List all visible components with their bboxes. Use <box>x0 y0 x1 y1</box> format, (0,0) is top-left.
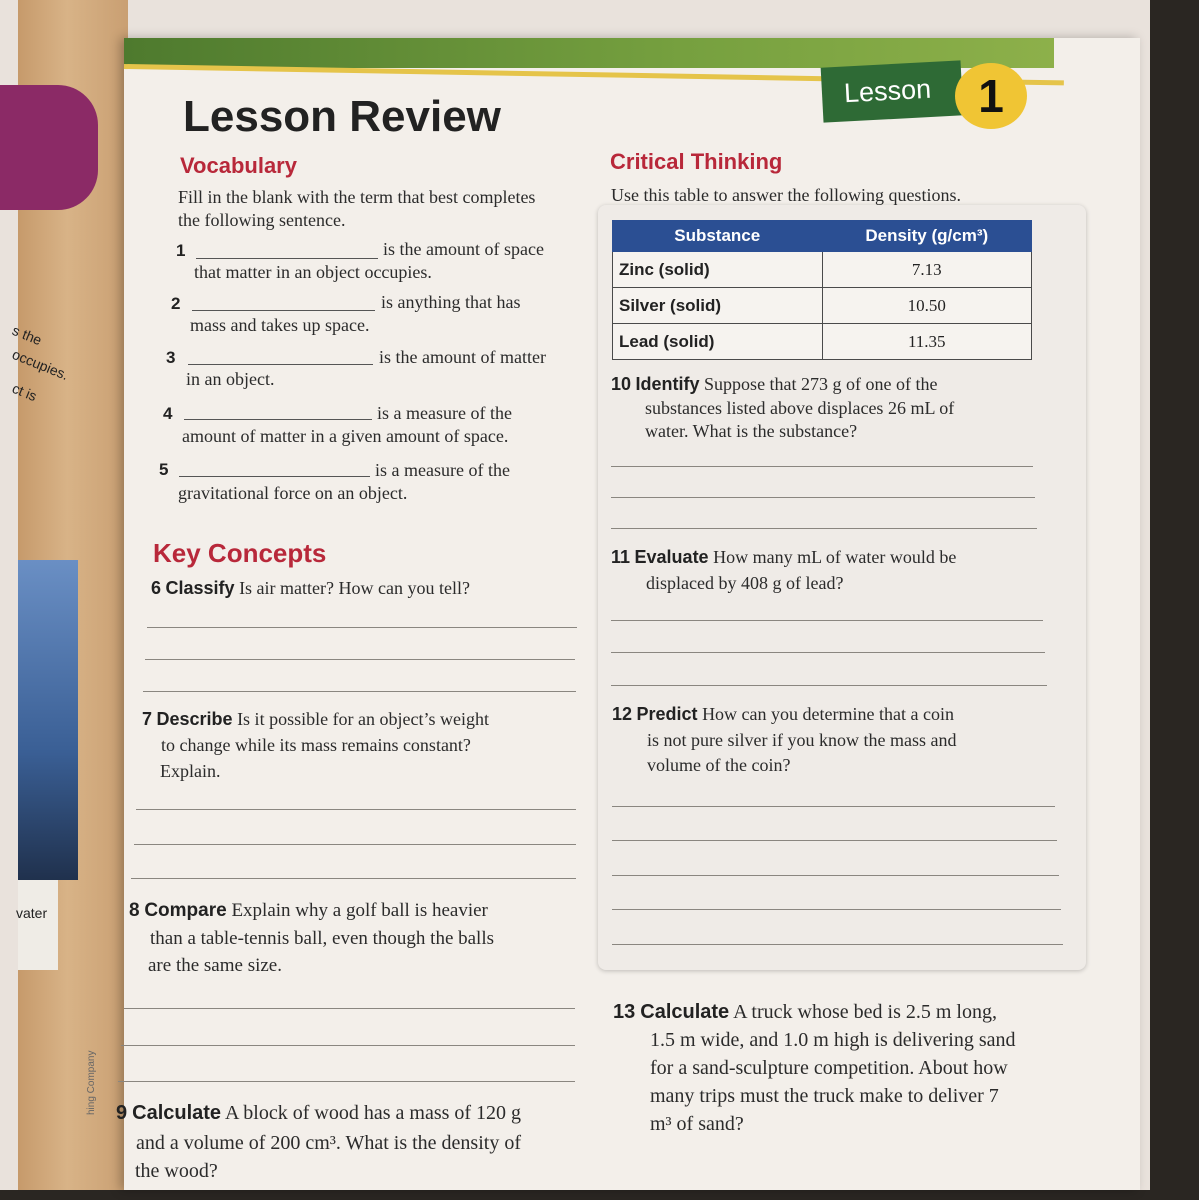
question-label: Predict <box>636 704 698 724</box>
table-header-row <box>613 221 1032 252</box>
vocab-item-number: 4 <box>163 404 173 423</box>
question-text: A block of wood has a mass of 120 g <box>224 1102 522 1124</box>
vocab-blank-4[interactable] <box>184 419 372 420</box>
question-6 <box>151 577 470 600</box>
table-row <box>613 252 1032 288</box>
critical-thinking-instructions: Use this table to answer the following questions. <box>611 185 961 205</box>
question-10 <box>611 373 938 396</box>
spine-caption-box <box>18 880 58 970</box>
question-number: 13 <box>613 1001 636 1023</box>
vocab-item-text: is a measure of the <box>377 403 512 423</box>
table-header-density: Density (g/cm³) <box>822 221 1032 252</box>
question-text: than a table-tennis ball, even though the balls <box>150 928 495 949</box>
question-number: 8 <box>129 900 140 921</box>
question-text: substances listed above displaces 26 mL of <box>645 398 955 418</box>
question-12 <box>612 703 954 726</box>
answer-line[interactable] <box>612 806 1055 807</box>
table-cell-substance: Lead (solid) <box>613 324 823 360</box>
table-cell-substance: Silver (solid) <box>613 288 823 324</box>
table-row <box>613 324 1032 360</box>
vocab-blank-2[interactable] <box>192 310 375 311</box>
question-13 <box>613 999 997 1025</box>
question-text: 1.5 m wide, and 1.0 m high is delivering sand <box>650 1029 1016 1051</box>
question-text: to change while its mass remains constant? <box>161 735 471 755</box>
question-text: Explain. <box>160 761 221 781</box>
lesson-number-badge: 1 <box>955 63 1027 129</box>
spine-purple-shape <box>0 85 98 210</box>
spine-text-2: occupies. <box>10 346 71 383</box>
question-number: 7 <box>142 709 153 729</box>
question-11 <box>611 546 956 569</box>
vocab-item-number: 5 <box>159 460 169 479</box>
question-text: and a volume of 200 cm³. What is the density of <box>136 1132 521 1154</box>
question-text: many trips must the truck make to deliver 7 <box>650 1085 999 1107</box>
critical-thinking-heading: Critical Thinking <box>610 149 783 174</box>
question-label: Describe <box>156 709 233 729</box>
question-8 <box>129 899 488 924</box>
lesson-label: Lesson <box>843 73 932 109</box>
question-9 <box>116 1100 521 1126</box>
question-text: is not pure silver if you know the mass and <box>647 730 957 750</box>
vocab-instructions-1: Fill in the blank with the term that best completes <box>178 187 536 207</box>
answer-line[interactable] <box>124 1008 575 1009</box>
table-header-substance: Substance <box>613 221 823 252</box>
answer-line[interactable] <box>612 875 1059 876</box>
spine-text-4: vater <box>16 905 48 921</box>
question-text: A truck whose bed is 2.5 m long, <box>733 1001 997 1023</box>
answer-line[interactable] <box>612 909 1061 910</box>
vocab-item-number: 3 <box>166 348 176 367</box>
vocab-item-text: is the amount of space <box>383 239 544 259</box>
table-cell-density: 10.50 <box>822 288 1032 324</box>
vocab-item-text: gravitational force on an object. <box>178 483 408 503</box>
density-table <box>612 220 1032 360</box>
question-number: 10 <box>611 374 632 394</box>
question-label: Calculate <box>640 1001 730 1023</box>
question-text: Is air matter? How can you tell? <box>239 578 470 598</box>
key-concepts-heading: Key Concepts <box>153 538 327 568</box>
vocab-item-number: 1 <box>176 241 186 260</box>
question-number: 11 <box>611 547 631 567</box>
vocab-item-text: that matter in an object occupies. <box>194 262 432 282</box>
answer-line[interactable] <box>121 1045 575 1046</box>
table-row <box>613 288 1032 324</box>
answer-line[interactable] <box>612 840 1057 841</box>
spine-text-3: ct is <box>10 380 40 405</box>
spine-footer: hing Company <box>86 1050 97 1115</box>
answer-line[interactable] <box>118 1081 575 1082</box>
question-label: Classify <box>165 578 235 598</box>
vocab-item-text: mass and takes up space. <box>190 315 370 335</box>
question-7 <box>142 708 489 731</box>
question-label: Calculate <box>132 1102 222 1124</box>
question-text: Explain why a golf ball is heavier <box>231 900 488 921</box>
question-text: displaced by 408 g of lead? <box>646 573 844 593</box>
answer-line[interactable] <box>145 659 575 660</box>
question-label: Compare <box>144 900 227 921</box>
answer-line[interactable] <box>611 466 1033 467</box>
vocab-blank-1[interactable] <box>196 258 378 259</box>
question-text: are the same size. <box>148 955 282 976</box>
vocab-item-text: is the amount of matter <box>379 347 546 367</box>
answer-line[interactable] <box>143 691 576 692</box>
answer-line[interactable] <box>611 497 1035 498</box>
answer-line[interactable] <box>612 944 1063 945</box>
question-text: for a sand-sculpture competition. About how <box>650 1057 1008 1079</box>
question-text: volume of the coin? <box>647 755 791 775</box>
vocab-blank-3[interactable] <box>188 364 373 365</box>
vocab-instructions-2: the following sentence. <box>178 210 346 230</box>
answer-line[interactable] <box>611 528 1037 529</box>
answer-line[interactable] <box>611 620 1043 621</box>
question-text: the wood? <box>135 1160 218 1182</box>
page-title: Lesson Review <box>183 92 501 141</box>
vocab-item-text: amount of matter in a given amount of space. <box>182 426 509 446</box>
question-text: How can you determine that a coin <box>702 704 954 724</box>
answer-line[interactable] <box>134 844 576 845</box>
question-label: Identify <box>635 374 700 394</box>
question-number: 9 <box>116 1102 128 1124</box>
question-number: 6 <box>151 578 162 598</box>
vocab-item-text: is anything that has <box>381 292 521 312</box>
vocabulary-heading: Vocabulary <box>180 153 297 178</box>
vocab-item-number: 2 <box>171 294 181 313</box>
table-cell-density: 7.13 <box>822 252 1032 288</box>
vocab-item-text: is a measure of the <box>375 460 510 480</box>
spine-photo <box>18 560 78 880</box>
answer-line[interactable] <box>131 878 576 879</box>
question-label: Evaluate <box>634 547 709 567</box>
answer-line[interactable] <box>147 627 577 628</box>
question-number: 12 <box>612 704 633 724</box>
vocab-blank-5[interactable] <box>179 476 370 477</box>
table-cell-density: 11.35 <box>822 324 1032 360</box>
spine-text-1: s the <box>10 322 45 349</box>
answer-line[interactable] <box>611 652 1045 653</box>
question-text: Suppose that 273 g of one of the <box>704 374 938 394</box>
question-text: water. What is the substance? <box>645 421 858 441</box>
vocab-item-text: in an object. <box>186 369 275 389</box>
question-text: m³ of sand? <box>650 1113 744 1135</box>
answer-line[interactable] <box>611 685 1047 686</box>
question-text: How many mL of water would be <box>713 547 957 567</box>
question-text: Is it possible for an object’s weight <box>237 709 490 729</box>
table-cell-substance: Zinc (solid) <box>613 252 823 288</box>
answer-line[interactable] <box>136 809 576 810</box>
